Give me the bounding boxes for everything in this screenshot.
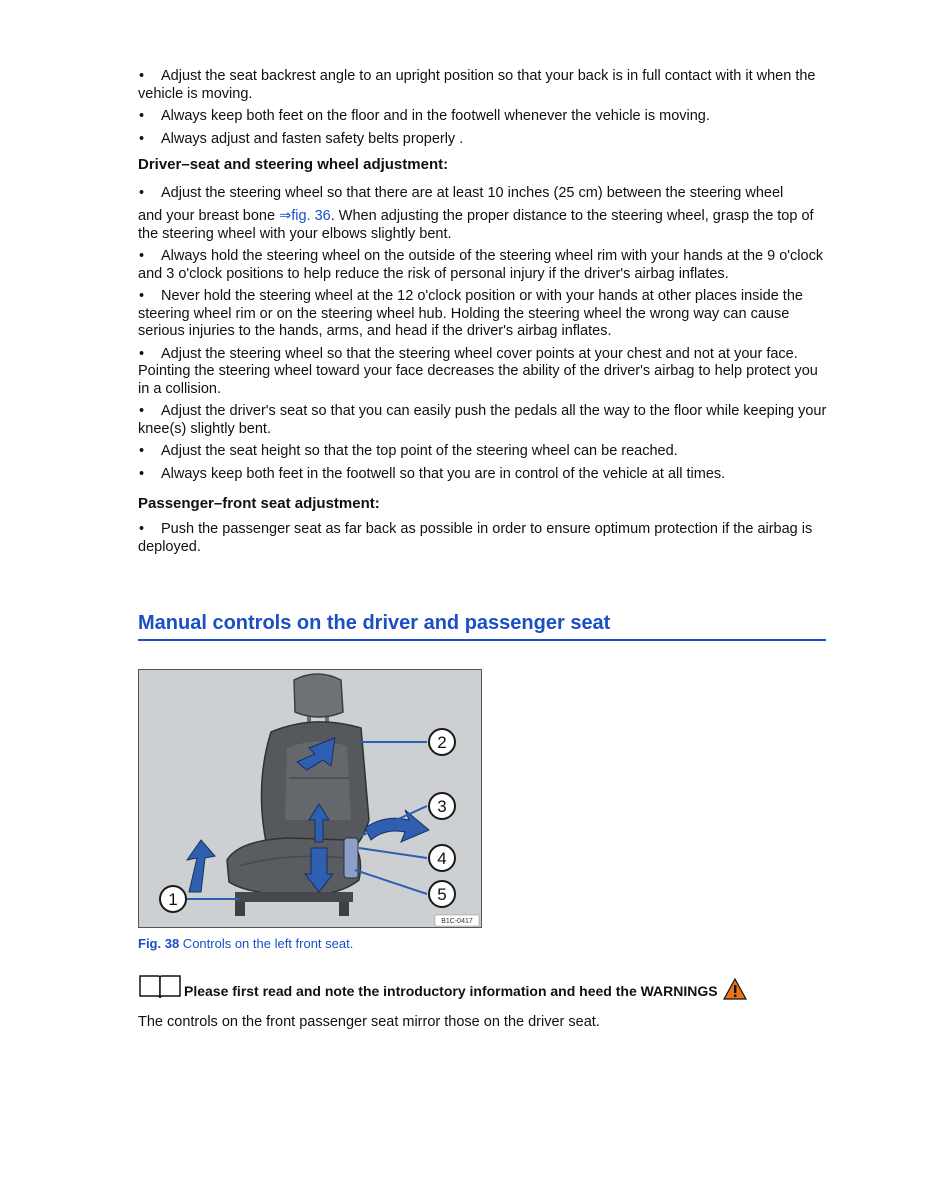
list-item: • Adjust the steering wheel so that the steering wheel cover points at your chest and not at your face. Pointing the steering wheel toward your face decreases the ability of the driver's airbag to help protect you in a collision. [138,345,818,397]
list-item: • Always hold the steering wheel on the outside of the steering wheel rim with your hands at the 9 o'clock and 3 o'clock positions to help reduce the risk of personal injury if the driver's airbag inflates. [138,248,824,282]
svg-text:5: 5 [437,885,447,904]
list-item: • Never hold the steering wheel at the 12 o'clock position or with your hands at other places inside the steering wheel rim or on the steering wheel hub. Holding the steering wheel the wrong way can cause serious injuries to the hands, arms, and head if the driver's airbag inflates. [138,288,803,339]
seat-controls-figure [138,669,482,928]
warning-note [138,972,747,1000]
bullet-dot-icon: • [139,248,145,264]
page-body [138,68,828,561]
list-item: • Adjust the driver's seat so that you can easily push the pedals all the way to the floor while keeping your knee(s) slightly bent. [138,403,827,437]
svg-text:4: 4 [437,849,447,868]
note-text: Please first read and note the introductory information and heed the WARNINGS [184,983,718,999]
list-item: • Always adjust and fasten safety belts properly . [139,130,464,147]
svg-text:3: 3 [437,797,447,816]
list-item: and your breast bone ⇒fig. 36. When adjusting the proper distance to the steering wheel, grasp the top of the steering wheel with your elbows slightly bent. [138,208,814,242]
list-item: • Always keep both feet on the floor and in the footwell whenever the vehicle is moving. [139,108,710,124]
figure-code: B1C-0417 [441,918,473,925]
list-item: • Always keep both feet in the footwell so that you are in control of the vehicle at all times. [139,465,726,482]
list-item: • Adjust the seat backrest angle to an upright position so that your back is in full contact with it when the vehicle is moving. [138,68,816,102]
bullet-dot-icon: • [139,288,145,304]
fig-36-link[interactable]: ⇒fig. 36 [279,208,331,224]
callout-3 [429,793,455,819]
bullet-dot-icon: • [139,403,145,419]
passenger-heading: Passenger–front seat adjustment: [138,495,380,512]
list-item: • Push the passenger seat as far back as possible in order to ensure optimum protection if the airbag is deployed. [138,521,813,555]
list-item: • Adjust the seat height so that the top point of the steering wheel can be reached. [139,443,678,459]
bullet-dot-icon: • [139,443,145,459]
section-title: Manual controls on the driver and passenger seat [138,612,826,641]
svg-text:2: 2 [437,733,447,752]
seat-illustration [139,670,481,927]
book-icon [138,972,182,1000]
warning-triangle-icon[interactable] [723,978,747,1000]
list-item: • Adjust the steering wheel so that there are at least 10 inches (25 cm) between the steering wheel [138,182,828,205]
callout-4 [429,845,455,871]
callout-1 [160,886,186,912]
driver-heading: Driver–seat and steering wheel adjustment: [138,156,449,173]
caption-label: Fig. 38 [138,936,180,951]
bullet-dot-icon: • [139,130,145,147]
svg-text:1: 1 [168,890,178,909]
callout-2 [429,729,455,755]
bullet-dot-icon: • [139,345,145,362]
bullet-dot-icon: • [139,185,145,201]
caption-text: Controls on the left front seat. [179,936,354,951]
callout-5 [429,881,455,907]
bullet-dot-icon: • [139,108,145,124]
mirror-text: The controls on the front passenger seat mirror those on the driver seat. [138,1014,600,1030]
figure-caption [138,936,353,951]
bullet-dot-icon: • [139,68,145,84]
bullet-dot-icon: • [139,521,145,537]
bullet-dot-icon: • [139,465,145,482]
